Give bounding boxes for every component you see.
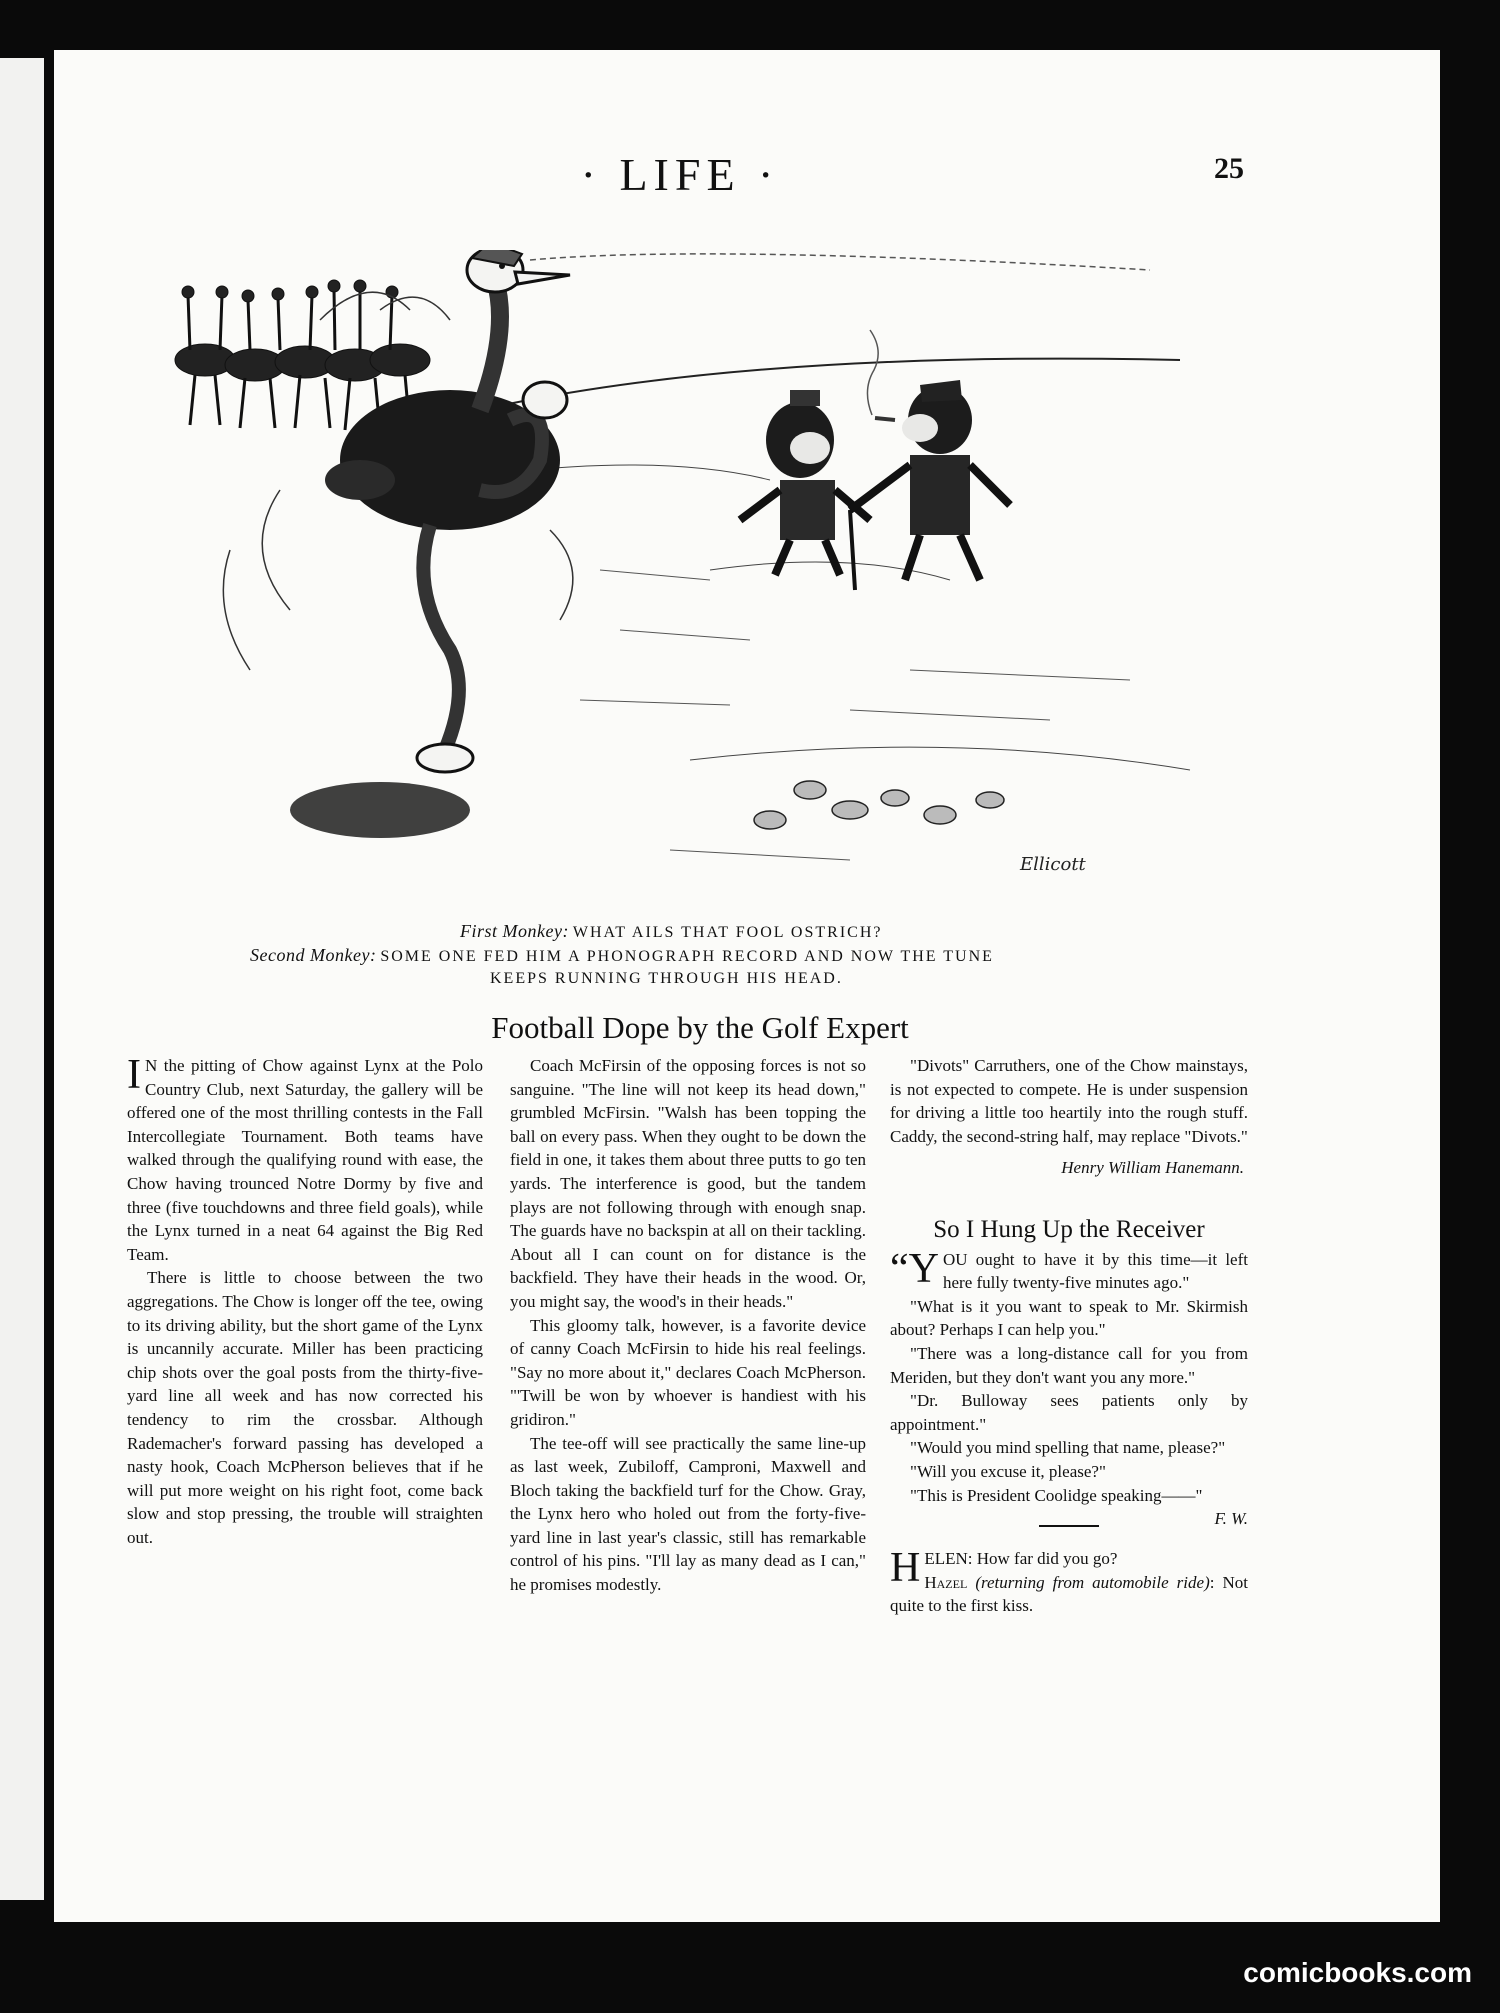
caption-line-1: WHAT AILS THAT FOOL OSTRICH? [572,924,883,941]
caption-line-2b: KEEPS RUNNING THROUGH HIS HEAD. [490,970,843,987]
joke-speaker: Hazel [924,1572,968,1592]
sidebar-paragraph: "Would you mind spelling that name, please?" [910,1438,1226,1458]
monkey-two [850,330,1010,590]
ostrich-figure [290,250,570,838]
article-byline: Henry William Hanemann. [1061,1158,1244,1178]
article-column-2 [510,1054,866,1597]
sidebar-signature: F. W. [1214,1509,1248,1529]
sidebar-paragraph: "Dr. Bulloway sees patients only by appointment." [890,1391,1248,1434]
article-paragraph: The tee-off will see practically the same line-up as last week, Zubiloff, Camproni, Maxwell and Bloch taking the backfield turf for the Chow. Gray, the Lynx hero who holed out from the forty-five-yard line in last year's classic, still has remarkable control of his pins. "I'll lay as many dead as I can," he promises modestly. [510,1433,866,1595]
sidebar-paragraph: "There was a long-distance call for you from Meriden, but they don't want you any more." [890,1343,1248,1387]
caption-line-2a: SOME ONE FED HIM A PHONOGRAPH RECORD AND NOW THE TUNE [380,948,994,965]
sidebar-paragraph: “YOU ought to have it by this time—it left here fully twenty-five minutes ago." [890,1245,1248,1293]
article-column-3 [890,1054,1248,1618]
sidebar-paragraph: "What is it you want to speak to Mr. Skirmish about? Perhaps I can help you." [890,1296,1248,1340]
article-paragraph: This gloomy talk, however, is a favorite device of canny Coach McFirsin to hide his real feelings. "Say no more about it," declares Coach McPherson. "'Twill be won by whoever is handiest with his gridiron." [510,1315,866,1429]
joke-stage-direction: (returning from automobile ride) [975,1572,1210,1592]
page-number: 25 [1214,152,1244,185]
sidebar-headline: So I Hung Up the Receiver [933,1215,1205,1243]
cartoon-caption [250,920,1130,990]
drop-cap: H [890,1545,921,1592]
caption-speaker-1: First Monkey: [460,921,569,941]
artist-signature: Ellicott [1020,854,1086,875]
joke-paragraph: HELEN: How far did you go? Hazel (returning from automobile ride): Not quite to the first kiss. [890,1545,1248,1616]
drop-cap: “Y [890,1245,939,1292]
article-headline: Football Dope by the Golf Expert [491,1010,909,1045]
previous-page-edge [0,58,44,1900]
drop-cap: I [127,1052,141,1098]
masthead: · LIFE · [580,149,780,200]
article-paragraph: "Divots" Carruthers, one of the Chow mainstays, is not expected to compete. He is under suspension for driving a little too heartily into the rough stuff. Caddy, the second-string half, may replace "Divots." [890,1056,1248,1146]
article-paragraph: I N the pitting of Chow against Lynx at the Polo Country Club, next Saturday, the gallery will be offered one of the most thrilling contests in the Fall Intercollegiate Tournament. Both teams have walked through the qualifying round with ease, the Chow having trounced Notre Dormy by five and three (five touchdowns and three field goals), while the Lynx turned in a neat 64 against the Big Red Team. [127,1052,483,1264]
sidebar-paragraph: "This is President Coolidge speaking——" F. W. [890,1484,1248,1508]
article-paragraph: There is little to choose between the two aggregations. The Chow is longer off the tee, owing to its driving ability, but the short game of the Lynx is uncannily accurate. Miller has been practicing chip shots over the goal posts from the thirty-five-yard line all week and has now corrected his tendency to rim the crossbar. Although Rademacher's forward passing has developed a nasty hook, Coach McPherson believes that if he will put more weight on his right foot, come back slow and stop pressing, the trouble will straighten out. [127,1268,483,1547]
watermark: comicbooks.com [1243,1957,1472,1988]
cartoon-illustration [150,250,1230,910]
article-paragraph: Coach McFirsin of the opposing forces is not so sanguine. "The line will not keep its head down," grumbled McFirsin. "Walsh has been topping the ball on every pass. When they ought to be down the field in one, it takes them about three putts to go ten yards. The interference is good, but the tandem plays are not following through with enough snap. The guards have no backspin at all on their tackling. About all I can count on for distance is the backfield. They have their heads in the wood. Or, you might say, the wood's in their heads." [510,1056,866,1311]
sidebar-paragraph: "Will you excuse it, please?" [910,1461,1106,1481]
divider [1039,1525,1099,1527]
caption-speaker-2: Second Monkey: [250,945,377,965]
article-column-1 [127,1054,483,1549]
